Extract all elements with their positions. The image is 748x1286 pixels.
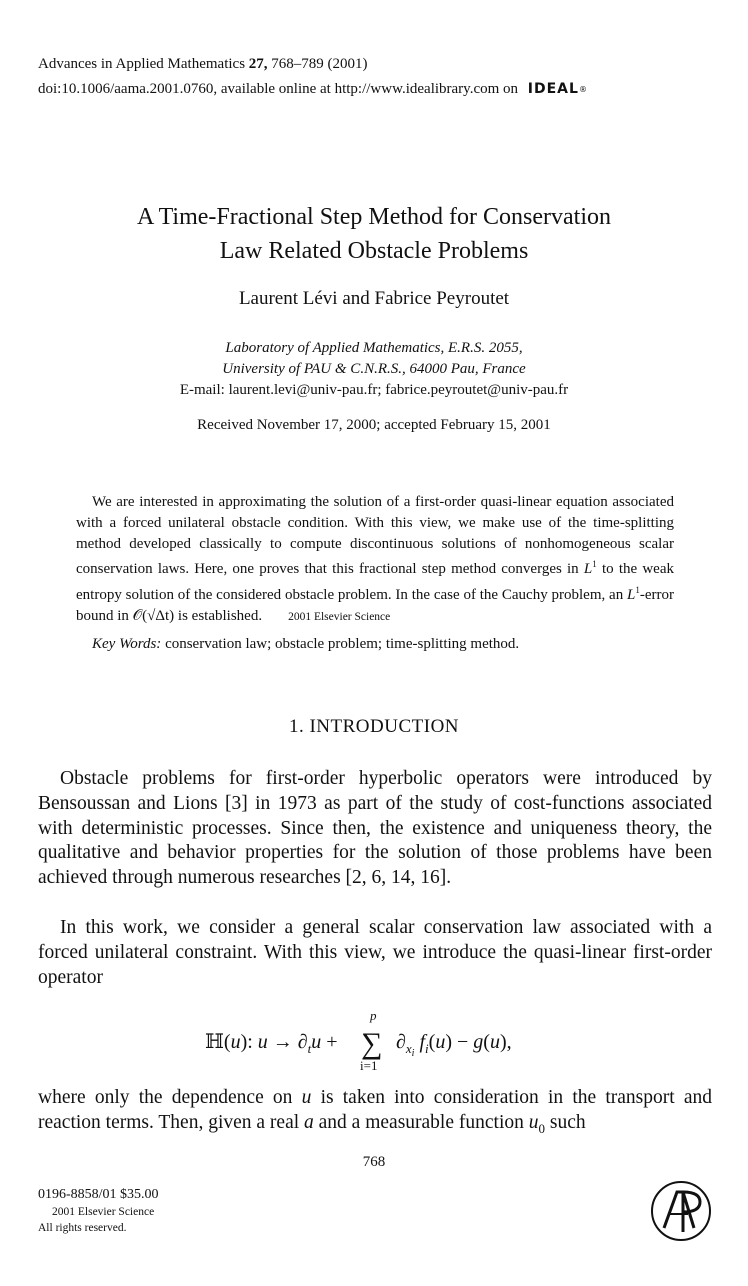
doi-text: doi:10.1006/aama.2001.0760, available online at http://www.idealibrary.com on [38,81,519,97]
intro-p3-c: and a measurable function [313,1111,529,1133]
abstract-text-c: -error bound in [76,587,674,624]
intro-paragraph-1: Obstacle problems for first-order hyperbolic operators were introduced by Bensoussan and Lions [3] in 1973 as part of the study of cost-functions associated with deterministic processes. Since then, the existence and uniqueness theory, the qualitative and behavior properties for the solution of those problems have been achieved through numerous researches [2, 6, 14, 16]. [38,768,712,889]
footer-info [38,1186,159,1236]
sum-upper-limit: p [370,1008,377,1023]
intro-p3-d: such [545,1111,586,1133]
operator-equation [0,1008,748,1072]
title-line-2: Law Related Obstacle Problems [219,238,529,264]
abstract-error-bound: 𝒪(√Δt) [132,607,175,624]
intro-p3-b: is taken into consideration in the transport and reaction terms. Then, given a real [38,1087,712,1133]
intro-p3-a: where only the dependence on [38,1087,302,1108]
sum-sign: ∑ [361,1027,383,1060]
abstract [76,492,674,628]
academic-press-logo [650,1180,712,1242]
intro-p3-u0: u [528,1111,539,1133]
keywords [76,636,674,653]
affiliation-line-1: Laboratory of Applied Mathematics, E.R.S. 2055, [225,340,523,356]
sum-lower-limit: i=1 [360,1058,378,1072]
doi-line [38,77,588,102]
footer-copyright: 2001 Elsevier Science [52,1206,155,1218]
abstract-text-a: We are interested in approximating the solution of a first-order quasi-linear equation associated with a forced unilateral obstacle condition. With this view, we make use of the time-splitting method developed classically to compute discontinuous solutions of nonhomogeneous scalar conservation laws. Here, one proves that this fractional step method converges in [76,494,674,578]
abstract-text-d: is established. [174,607,263,624]
equation-lhs: ℍ(u): $u \to \partial_tu$ + [205,1031,338,1056]
keywords-label: Key Words: [92,636,162,652]
authors: Laurent Lévi and Fabrice Peyroutet [238,288,510,309]
abstract-sup-1: 1 [592,559,597,570]
section-heading: 1. INTRODUCTION [288,716,460,737]
keywords-text: conservation law; obstacle problem; time-splitting method. [165,636,520,652]
intro-p3-u: u [301,1087,312,1108]
footer-rights: All rights reserved. [38,1222,127,1234]
intro-p3-u0-sub: 0 [538,1120,545,1136]
affiliation [0,338,748,401]
journal-volume: 27, [248,56,268,72]
received-dates: Received November 17, 2000; accepted February 15, 2001 [197,417,551,433]
equation-rhs: $\partial_xi$ $f_i(u) - g(u)$, [396,1031,512,1059]
journal-pages-year: 768–789 (2001) [271,56,368,72]
title-line-1: A Time-Fractional Step Method for Conservation [137,204,611,230]
page-number: 768 [362,1154,386,1170]
ideal-logo [528,77,588,102]
abstract-sup-1b: 1 [635,585,640,596]
intro-paragraph-2: In this work, we consider a general scalar conservation law associated with a forced unilateral constraint. With this view, we introduce the quasi-linear first-order operator [38,917,712,988]
abstract-copyright: 2001 Elsevier Science [288,610,391,623]
footer-issn: 0196-8858/01 $35.00 [38,1187,159,1202]
journal-name: Advances in Applied Mathematics [38,56,246,72]
ideal-logo-text: IDEAL [527,81,579,98]
paper-title [0,200,748,268]
registered-mark: ® [578,85,588,95]
abstract-l-2: L [627,587,636,604]
journal-citation [38,52,588,77]
journal-header [38,52,588,102]
affiliation-email: E-mail: laurent.levi@univ-pau.fr; fabrice.peyroutet@univ-pau.fr [179,382,569,398]
abstract-l: L [583,561,593,578]
abstract-text-b: to the weak entropy solution of the considered obstacle problem. In the case of the Cauchy problem, an [76,561,674,604]
affiliation-line-2: University of PAU & C.N.R.S., 64000 Pau, France [222,361,526,377]
intro-paragraph-3 [38,1086,712,1141]
intro-p3-a-var: a [304,1111,314,1133]
